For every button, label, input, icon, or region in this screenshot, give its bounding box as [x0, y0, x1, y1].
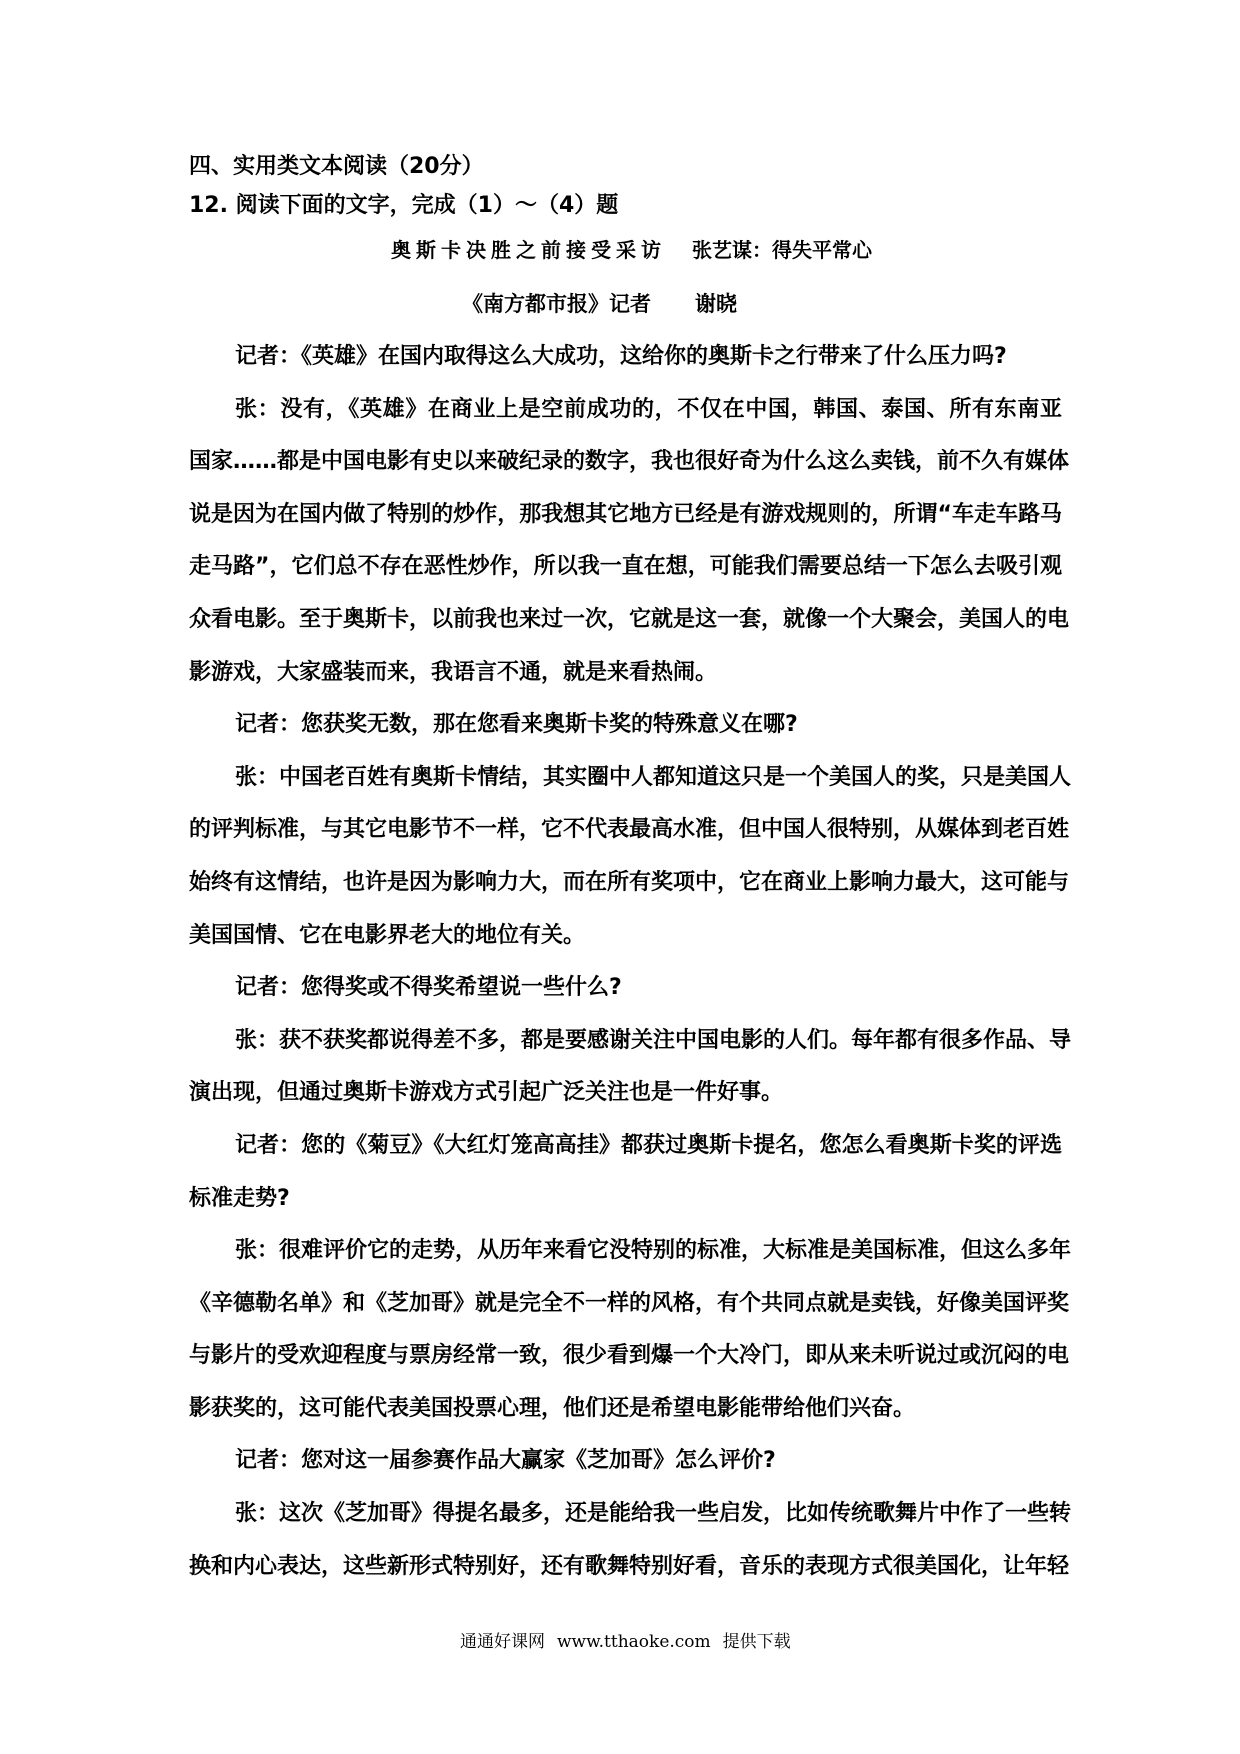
paragraph-line: 影获奖的，这可能代表美国投票心理，他们还是希望电影能带给他们兴奋。 [189, 1395, 916, 1421]
paragraph-line: 记者：您的《菊豆》《大红灯笼高高挂》都获过奥斯卡提名，您怎么看奥斯卡奖的评选 [235, 1132, 1062, 1158]
paragraph-line: 与影片的受欢迎程度与票房经常一致，很少看到爆一个大冷门，即从来未听说过或沉闷的电 [189, 1343, 1070, 1369]
paragraph-line: 始终有这情结，也许是因为影响力大，而在所有奖项中，它在商业上影响力最大，这可能与 [189, 869, 1070, 895]
paragraph-line: 换和内心表达，这些新形式特别好，还有歌舞特别好看，音乐的表现方式很美国化，让年轻 [189, 1553, 1070, 1579]
article-byline [462, 289, 737, 319]
footer-site-name: 通通好课网 [460, 1632, 545, 1652]
paragraph-line: 张：没有，《英雄》在商业上是空前成功的，不仅在中国，韩国、泰国、所有东南亚 [235, 396, 1062, 422]
byline-source: 《南方都市报》记者 [462, 292, 651, 316]
paragraph-line: 众看电影。至于奥斯卡，以前我也来过一次，它就是这一套，就像一个大聚会，美国人的电 [189, 606, 1070, 632]
paragraph-line: 记者：《英雄》在国内取得这么大成功，这给你的奥斯卡之行带来了什么压力吗? [235, 344, 1007, 369]
paragraph-line: 张：这次《芝加哥》得提名最多，还是能给我一些启发，比如传统歌舞片中作了一些转 [235, 1501, 1072, 1527]
paragraph-line: 说是因为在国内做了特别的炒作，那我想其它地方已经是有游戏规则的，所谓“车走车路马 [189, 501, 1062, 527]
paragraph-line: 演出现，但通过奥斯卡游戏方式引起广泛关注也是一件好事。 [189, 1080, 784, 1106]
footer-suffix: 提供下载 [722, 1632, 791, 1652]
paragraph-line: 记者：您获奖无数，那在您看来奥斯卡奖的特殊意义在哪? [235, 712, 798, 738]
interview-paragraph [189, 752, 1072, 962]
paragraph-line: 的评判标准，与其它电影节不一样，它不代表最高水准，但中国人很特别，从媒体到老百姓 [189, 817, 1070, 843]
paragraph-line: 张：很难评价它的走势，从历年来看它没特别的标准，大标准是美国标准，但这么多年 [235, 1238, 1072, 1264]
paragraph-line: 记者：您对这一届参赛作品大赢家《芝加哥》怎么评价? [235, 1448, 776, 1474]
interview-paragraph [189, 962, 1062, 1015]
interview-paragraph [189, 1488, 1072, 1593]
interview-paragraph [189, 1120, 1062, 1225]
page-footer [460, 1630, 791, 1654]
byline-reporter: 谢晓 [695, 292, 737, 316]
paragraph-line: 张：中国老百姓有奥斯卡情结，其实圈中人都知道这只是一个美国人的奖，只是美国人 [235, 764, 1072, 790]
interview-paragraph [189, 1225, 1072, 1435]
interview-paragraph [189, 699, 1062, 752]
interview-paragraph [189, 384, 1070, 700]
paragraph-line: 走马路”，它们总不存在恶性炒作，所以我一直在想，可能我们需要总结一下怎么去吸引观 [189, 554, 1062, 580]
footer-url: www.tthaoke.com [557, 1632, 711, 1652]
paragraph-line: 张：获不获奖都说得差不多，都是要感谢关注中国电影的人们。每年都有很多作品、导 [235, 1027, 1072, 1053]
section-heading: 四、实用类文本阅读（20分） [189, 154, 484, 179]
article-title [391, 236, 872, 264]
paragraph-line: 国家……都是中国电影有史以来破纪录的数字，我也很好奇为什么这么卖钱，前不久有媒体 [189, 449, 1070, 475]
paragraph-line: 影游戏，大家盛装而来，我语言不通，就是来看热闹。 [189, 659, 718, 685]
article-title-part2: 张艺谋：得失平常心 [692, 238, 872, 262]
interview-paragraph [189, 1435, 1062, 1488]
question-prompt: 12. 阅读下面的文字，完成（1）～（4）题 [189, 193, 619, 218]
interview-paragraph [189, 331, 1062, 384]
paragraph-line: 记者：您得奖或不得奖希望说一些什么? [235, 975, 622, 1001]
interview-paragraph [189, 1015, 1072, 1120]
paragraph-line: 标准走势? [189, 1185, 290, 1211]
paragraph-line: 《辛德勒名单》和《芝加哥》就是完全不一样的风格，有个共同点就是卖钱，好像美国评奖 [189, 1290, 1070, 1316]
article-title-part1: 奥斯卡决胜之前接受采访 [391, 238, 666, 262]
paragraph-line: 美国国情、它在电影界老大的地位有关。 [189, 922, 586, 948]
article-body [189, 331, 1072, 1593]
